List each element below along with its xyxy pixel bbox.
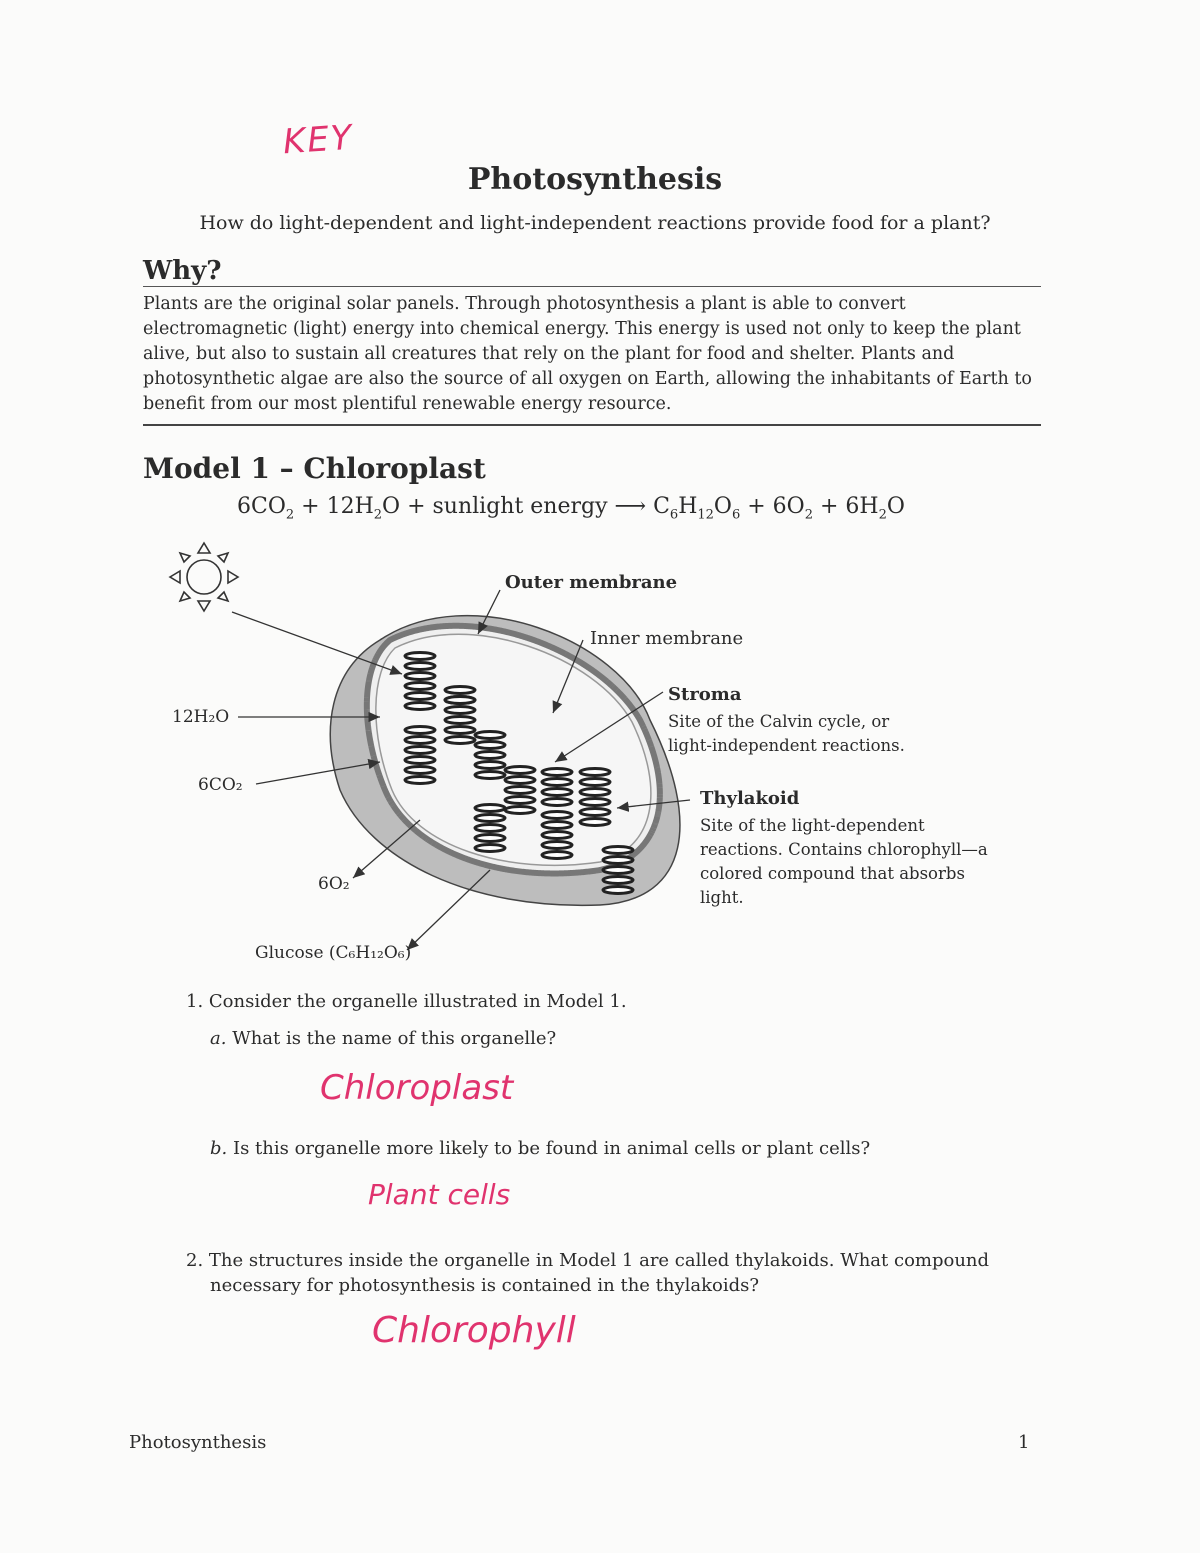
- question-1a: a. What is the name of this organelle?: [210, 1028, 557, 1049]
- footer-title: Photosynthesis: [129, 1432, 267, 1453]
- thylakoid-disc: [405, 747, 435, 754]
- thylakoid-disc: [475, 732, 505, 739]
- thylakoid-disc: [475, 762, 505, 769]
- thylakoid-disc: [405, 767, 435, 774]
- question-1: 1. Consider the organelle illustrated in Model 1.: [186, 991, 627, 1012]
- thylakoid-disc: [603, 867, 633, 874]
- answer-1b: Plant cells: [368, 1178, 511, 1211]
- label-inner-membrane: Inner membrane: [590, 628, 744, 649]
- thylakoid-disc: [475, 815, 505, 822]
- answer-2: Chlorophyll: [372, 1310, 576, 1351]
- thylakoid-disc: [405, 683, 435, 690]
- stroma-description: Site of the Calvin cycle, or light-independent reactions.: [668, 712, 905, 755]
- thylakoid-disc: [475, 742, 505, 749]
- thylakoid-disc: [580, 819, 610, 826]
- answer-1a: Chloroplast: [320, 1068, 514, 1108]
- page-subtitle: How do light-dependent and light-independent reactions provide food for a plant?: [199, 212, 991, 234]
- thylakoid-disc: [445, 697, 475, 704]
- thylakoid-disc: [505, 777, 535, 784]
- thylakoid-disc: [603, 877, 633, 884]
- thylakoid-disc: [405, 673, 435, 680]
- key-annotation: KEY: [281, 117, 355, 163]
- model-heading: Model 1 – Chloroplast: [143, 452, 486, 485]
- thylakoid-disc: [505, 797, 535, 804]
- why-paragraph: Plants are the original solar panels. Through photosynthesis a plant is able to convert electromagnetic (light) energy into chemical energy. This energy is used not only to keep the plant alive, but also to sustain all creatures that rely on the plant for food and shelter. Plants and photosynthetic algae are also the source of all oxygen on Earth, allowing the inhabitants of Earth to benefit from our most plentiful renewable energy resource.: [143, 294, 1032, 414]
- thylakoid-disc: [603, 847, 633, 854]
- page-title: Photosynthesis: [467, 162, 723, 197]
- thylakoid-disc: [445, 727, 475, 734]
- thylakoid-disc: [445, 737, 475, 744]
- thylakoid-disc: [580, 779, 610, 786]
- page-number: 1: [1018, 1432, 1030, 1453]
- label-co2: 6CO₂: [198, 775, 243, 795]
- label-thylakoid: Thylakoid: [700, 788, 800, 809]
- thylakoid-disc: [405, 693, 435, 700]
- thylakoid-disc: [505, 807, 535, 814]
- thylakoid-disc: [580, 799, 610, 806]
- label-o2: 6O₂: [318, 874, 350, 894]
- thylakoid-disc: [405, 703, 435, 710]
- thylakoid-disc: [580, 789, 610, 796]
- thylakoid-disc: [542, 852, 572, 859]
- question-1b: b. Is this organelle more likely to be found in animal cells or plant cells?: [210, 1138, 871, 1159]
- thylakoid-disc: [475, 845, 505, 852]
- label-outer-membrane: Outer membrane: [505, 572, 678, 593]
- thylakoid-disc: [542, 842, 572, 849]
- photosynthesis-equation: $6CO_2 + 12H_2O$ + sunlight energy ⟶ $C_6H_{12}O_6 + 6O_2 + 6H_2O$: [237, 494, 905, 523]
- thylakoid-disc: [542, 789, 572, 796]
- thylakoid-disc: [445, 707, 475, 714]
- sun-icon: [170, 543, 238, 611]
- thylakoid-disc: [475, 752, 505, 759]
- thylakoid-disc: [405, 653, 435, 660]
- thylakoid-disc: [542, 799, 572, 806]
- thylakoid-disc: [475, 835, 505, 842]
- thylakoid-disc: [542, 779, 572, 786]
- thylakoid-disc: [505, 787, 535, 794]
- thylakoid-disc: [445, 717, 475, 724]
- thylakoid-disc: [542, 822, 572, 829]
- thylakoid-disc: [405, 737, 435, 744]
- thylakoid-disc: [405, 727, 435, 734]
- thylakoid-disc: [475, 805, 505, 812]
- thylakoid-disc: [405, 777, 435, 784]
- thylakoid-disc: [405, 757, 435, 764]
- thylakoid-disc: [542, 832, 572, 839]
- thylakoid-disc: [580, 809, 610, 816]
- thylakoid-disc: [475, 825, 505, 832]
- thylakoid-disc: [505, 767, 535, 774]
- thylakoid-disc: [603, 887, 633, 894]
- thylakoid-disc: [475, 772, 505, 779]
- question-2: 2. The structures inside the organelle in Model 1 are called thylakoids. What compound necessary for photosynthesis is contained in the thylakoids?: [186, 1250, 990, 1296]
- thylakoid-disc: [542, 769, 572, 776]
- thylakoid-description: Site of the light-dependent reactions. Contains chlorophyll—a colored compound that absorbs light.: [700, 816, 988, 907]
- thylakoid-disc: [603, 857, 633, 864]
- thylakoid-disc: [405, 663, 435, 670]
- why-heading: Why?: [143, 256, 222, 286]
- label-stroma: Stroma: [668, 684, 742, 705]
- label-water: 12H₂O: [172, 707, 230, 727]
- thylakoid-disc: [580, 769, 610, 776]
- thylakoid-disc: [542, 812, 572, 819]
- thylakoid-disc: [445, 687, 475, 694]
- label-glucose: Glucose (C₆H₁₂O₆): [255, 943, 412, 963]
